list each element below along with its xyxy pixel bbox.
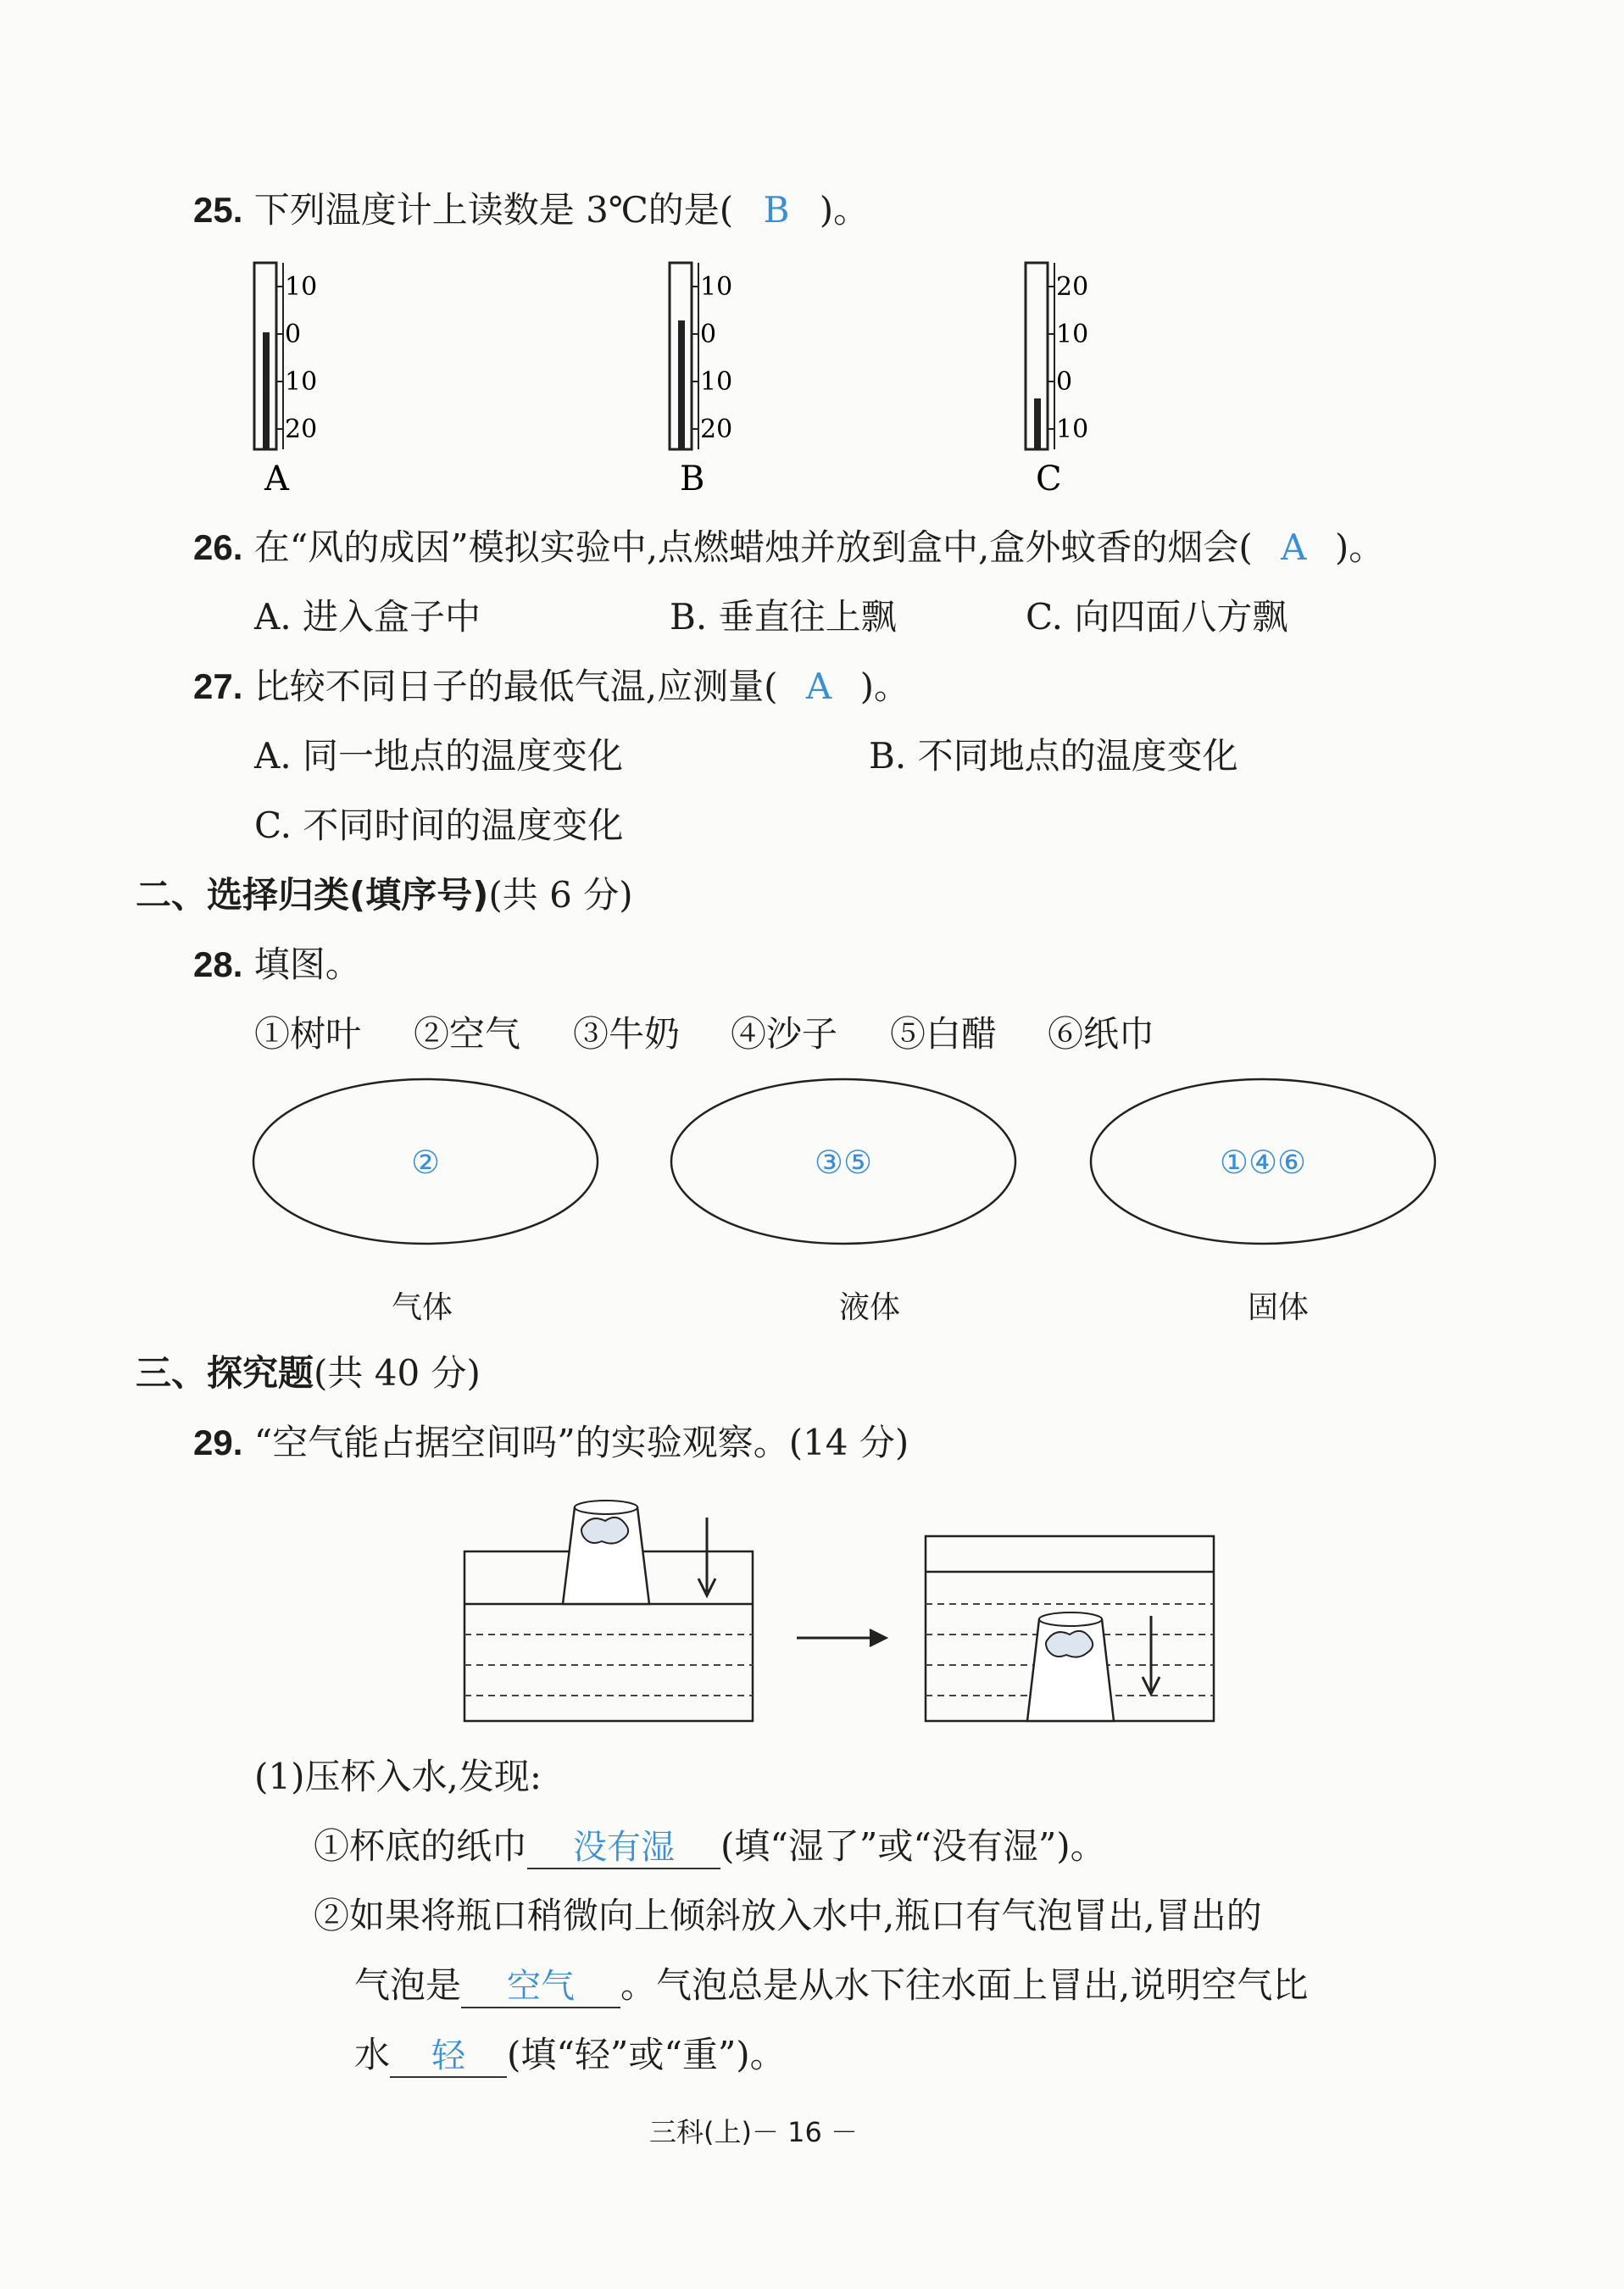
- q26-option-c: C. 向四面八方飘: [1026, 596, 1288, 638]
- q28-question: [193, 939, 361, 990]
- q29-part2-line1: ②如果将瓶口稍微向上倾斜放入水中,瓶口有气泡冒出,冒出的: [314, 1895, 1262, 1936]
- thermo-a-tick-3: 10: [285, 367, 318, 397]
- q27-option-a: A. 同一地点的温度变化: [254, 735, 624, 777]
- thermo-c-tick-3: 0: [1056, 367, 1073, 397]
- section-2-points: (共 6 分): [488, 874, 633, 916]
- q27-text: 比较不同日子的最低气温,应测量(: [253, 666, 778, 707]
- q26-text-end: )。: [1334, 526, 1385, 568]
- q29-text: “空气能占据空间吗”的实验观察。(14 分): [253, 1422, 909, 1463]
- q27-text-end: )。: [859, 666, 909, 707]
- thermo-b-tick-4: 20: [700, 415, 733, 444]
- q29-number: 29.: [193, 1423, 243, 1462]
- thermo-a-tick-2: 0: [285, 320, 302, 349]
- liquid-label: 液体: [839, 1290, 901, 1325]
- q29-part1-after: (填“湿了”或“没有湿”)。: [720, 1825, 1106, 1867]
- q25-question: [193, 185, 869, 236]
- q26-answer: A: [1281, 526, 1307, 568]
- section-2-heading: [136, 870, 633, 921]
- q25-text-end: )。: [819, 189, 870, 231]
- tank-before: [464, 1501, 753, 1721]
- thermo-c-tick-4: 10: [1056, 415, 1089, 444]
- q28-item-6: ⑥纸巾: [1048, 1013, 1155, 1055]
- q26-text: 在“风的成因”模拟实验中,点燃蜡烛并放到盒中,盒外蚊香的烟会(: [253, 526, 1253, 568]
- q29-part3: [354, 2030, 786, 2080]
- thermo-a-tick-1: 10: [285, 272, 318, 302]
- thermometer-a-liquid: [263, 332, 270, 449]
- q29-part1-answer: 没有湿: [527, 1827, 720, 1869]
- q29-part3-before: 水: [354, 2034, 391, 2075]
- q29-part3-after: (填“轻”或“重”)。: [507, 2034, 786, 2075]
- q27-question: [193, 661, 909, 712]
- q25-number: 25.: [193, 190, 243, 230]
- q28-number: 28.: [193, 944, 243, 984]
- thermo-a-tick-4: 20: [285, 415, 318, 444]
- page-footer: 三科(上)－ 16 －: [649, 2116, 859, 2148]
- q28-text: 填图。: [253, 944, 361, 985]
- thermo-c-tick-1: 20: [1056, 272, 1089, 302]
- solid-answer: ①④⑥: [1219, 1144, 1307, 1181]
- thermometer-b: [670, 263, 732, 498]
- q29-part1: [314, 1821, 1106, 1872]
- q29-part2-after: 。气泡总是从水下往水面上冒出,说明空气比: [620, 1964, 1309, 2006]
- gas-label: 气体: [392, 1290, 453, 1325]
- thermo-a-label: A: [264, 459, 289, 498]
- q29-question: [193, 1417, 909, 1468]
- thermometer-c-liquid: [1034, 398, 1041, 449]
- thermo-c-tick-2: 10: [1056, 320, 1089, 349]
- liquid-answer: ③⑤: [814, 1144, 873, 1181]
- section-3-heading: [136, 1348, 481, 1399]
- q27-option-b: B. 不同地点的温度变化: [869, 735, 1238, 777]
- q29-part3-answer: 轻: [390, 2036, 507, 2078]
- q28-item-1: ①树叶: [254, 1013, 362, 1055]
- thermometer-figures: [237, 254, 1136, 500]
- q29-part2-answer: 空气: [461, 1966, 620, 2008]
- section-3-points: (共 40 分): [314, 1352, 481, 1394]
- q28-item-4: ④沙子: [731, 1013, 838, 1055]
- thermometer-c: [1026, 263, 1088, 498]
- q29-part2-line2: [354, 1960, 1308, 2011]
- thermo-c-label: C: [1036, 459, 1062, 498]
- q28-diagram: [246, 1077, 1449, 1280]
- thermometer-a: [254, 263, 317, 498]
- q28-item-2: ②空气: [414, 1013, 521, 1055]
- thermo-b-tick-2: 0: [700, 320, 717, 349]
- q27-option-c: C. 不同时间的温度变化: [254, 805, 624, 846]
- section-3-title: 三、探究题: [136, 1352, 314, 1394]
- q27-number: 27.: [193, 666, 243, 706]
- gas-answer: ②: [410, 1144, 441, 1181]
- q26-question: [193, 522, 1384, 573]
- q25-answer: B: [763, 189, 790, 231]
- q28-item-3: ③牛奶: [573, 1013, 681, 1055]
- thermo-b-label: B: [680, 459, 705, 498]
- q25-text: 下列温度计上读数是 3℃的是(: [253, 189, 734, 231]
- q26-option-a: A. 进入盒子中: [254, 596, 481, 638]
- solid-label: 固体: [1248, 1290, 1310, 1325]
- thermo-b-tick-1: 10: [700, 272, 733, 302]
- cup-experiment-diagram: [458, 1484, 1237, 1729]
- q29-part2-before: 气泡是: [354, 1964, 462, 2006]
- section-2-title: 二、选择归类(填序号): [136, 874, 489, 916]
- thermometer-b-liquid: [678, 320, 685, 449]
- q26-number: 26.: [193, 527, 243, 567]
- q29-sub1: (1)压杯入水,发现:: [254, 1756, 542, 1797]
- tank-after: [926, 1536, 1214, 1721]
- q27-answer: A: [805, 666, 832, 707]
- q29-part1-before: ①杯底的纸巾: [314, 1825, 528, 1867]
- thermo-b-tick-3: 10: [700, 367, 733, 397]
- q26-option-b: B. 垂直往上飘: [670, 596, 897, 638]
- q28-item-5: ⑤白醋: [890, 1013, 998, 1055]
